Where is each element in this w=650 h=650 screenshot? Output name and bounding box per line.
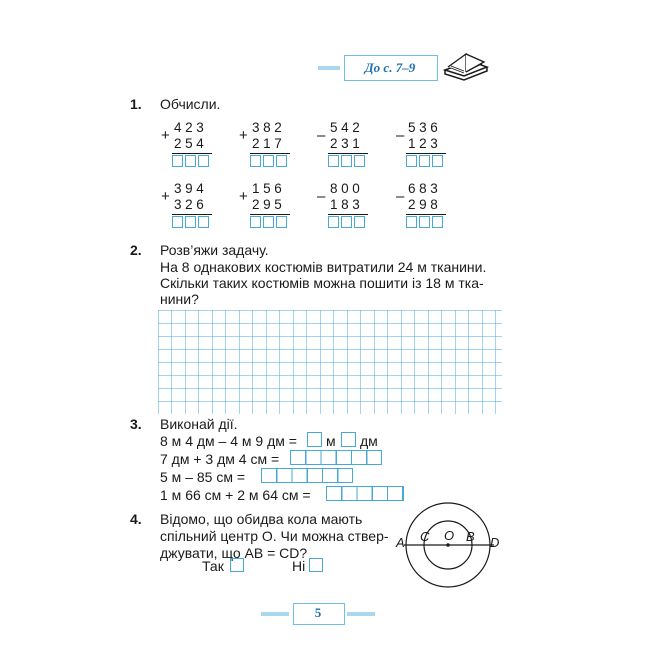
op-1-2: + [239, 127, 248, 144]
point-b-label: B [466, 529, 475, 544]
answer-cell[interactable] [419, 216, 430, 228]
expression-4: 1 м 66 см + 2 м 64 см = [160, 487, 311, 503]
minuend-2-1: 394 [174, 181, 208, 196]
answer-cell[interactable] [406, 155, 417, 167]
line-2-4 [406, 214, 446, 215]
answer-cell[interactable] [276, 216, 287, 228]
answer-cell[interactable] [341, 155, 352, 167]
task3-title: Виконай дії. [160, 416, 238, 432]
task1-title: Обчисли. [160, 96, 221, 112]
answer-cell[interactable] [419, 155, 430, 167]
task4-text-line3: джувати, що AB = CD? [160, 545, 308, 561]
answer-cell[interactable] [198, 216, 209, 228]
line-1-3 [328, 153, 368, 154]
answer-cell[interactable] [328, 155, 339, 167]
answer-row-4[interactable] [326, 486, 404, 501]
subtrahend-2-4: 298 [408, 197, 442, 212]
task3-number: 3. [130, 416, 142, 432]
footer-bar-left [261, 612, 289, 616]
line-1-4 [406, 153, 446, 154]
answer-cell[interactable] [185, 155, 196, 167]
point-d-label: D [490, 535, 500, 550]
footer-bar-right [347, 612, 375, 616]
op-2-3: – [317, 188, 326, 205]
minuend-1-2: 382 [252, 120, 286, 135]
line-2-2 [250, 214, 290, 215]
task2-text-line1: На 8 однакових костюмів витратили 24 м тканини. [160, 259, 487, 275]
addend-2-1: 326 [174, 197, 208, 212]
task2-number: 2. [130, 242, 142, 258]
answer-no-label: Ні [292, 558, 306, 574]
op-1-1: + [161, 127, 170, 144]
answer-cell[interactable] [432, 216, 443, 228]
minuend-1-3: 542 [330, 120, 364, 135]
task2-title: Розв’яжи задачу. [160, 242, 269, 258]
unit-m: м [326, 433, 336, 449]
header-bar-left [318, 66, 340, 70]
minuend-2-4: 683 [408, 181, 442, 196]
op-1-4: – [396, 127, 405, 144]
op-2-4: – [396, 188, 405, 205]
minuend-1-4: 536 [408, 120, 442, 135]
answer-box-dm[interactable] [341, 432, 356, 447]
answer-box-m[interactable] [307, 432, 322, 447]
expression-1: 8 м 4 дм – 4 м 9 дм = [160, 433, 297, 449]
expression-2: 7 дм + 3 дм 4 см = [160, 451, 280, 467]
point-o-label: O [444, 528, 455, 543]
answer-cell[interactable] [432, 155, 443, 167]
addend-2-2: 295 [252, 197, 286, 212]
answer-cell[interactable] [250, 216, 261, 228]
answer-yes-label: Так [202, 558, 224, 574]
solution-grid[interactable] [158, 310, 502, 419]
answer-cell[interactable] [328, 216, 339, 228]
subtrahend-1-3: 231 [330, 136, 364, 151]
op-2-2: + [239, 188, 248, 205]
line-1-2 [250, 153, 290, 154]
unit-dm: дм [360, 433, 378, 449]
page-reference: До с. 7–9 [364, 60, 416, 75]
answer-row-2[interactable] [290, 450, 382, 465]
answer-row-3[interactable] [261, 468, 353, 483]
subtrahend-2-3: 183 [330, 197, 364, 212]
minuend-2-2: 156 [252, 181, 286, 196]
answer-cell[interactable] [172, 216, 183, 228]
line-2-1 [172, 214, 212, 215]
minuend-1-1: 423 [174, 120, 208, 135]
answer-no-checkbox[interactable] [309, 558, 323, 572]
task1-number: 1. [130, 96, 142, 112]
task4-number: 4. [130, 511, 142, 527]
answer-yes-checkbox[interactable] [230, 558, 244, 572]
point-c-label: C [420, 529, 430, 544]
answer-cell[interactable] [185, 216, 196, 228]
answer-cell[interactable] [341, 216, 352, 228]
answer-cell[interactable] [276, 155, 287, 167]
answer-cell[interactable] [354, 155, 365, 167]
answer-cell[interactable] [250, 155, 261, 167]
task2-text-line3: нини? [160, 291, 199, 307]
answer-cell[interactable] [198, 155, 209, 167]
line-1-1 [172, 153, 212, 154]
answer-cell[interactable] [263, 216, 274, 228]
answer-cell[interactable] [172, 155, 183, 167]
addend-1-1: 254 [174, 136, 208, 151]
answer-cell[interactable] [263, 155, 274, 167]
point-a-label: A [396, 535, 405, 550]
expression-3: 5 м – 85 см = [160, 469, 246, 485]
answer-cell[interactable] [406, 216, 417, 228]
op-2-1: + [161, 188, 170, 205]
minuend-2-3: 800 [330, 181, 364, 196]
answer-cell[interactable] [354, 216, 365, 228]
task4-text-line1: Відомо, що обидва кола мають [160, 511, 363, 527]
op-1-3: – [317, 127, 326, 144]
addend-1-2: 217 [252, 136, 286, 151]
task4-text-line2: спільний центр O. Чи можна ствер- [160, 528, 389, 544]
book-icon [442, 48, 490, 87]
subtrahend-1-4: 123 [408, 136, 442, 151]
page-number: 5 [314, 605, 322, 620]
task2-text-line2: Скільки таких костюмів можна пошити із 18 м тка- [160, 275, 484, 291]
line-2-3 [328, 214, 368, 215]
